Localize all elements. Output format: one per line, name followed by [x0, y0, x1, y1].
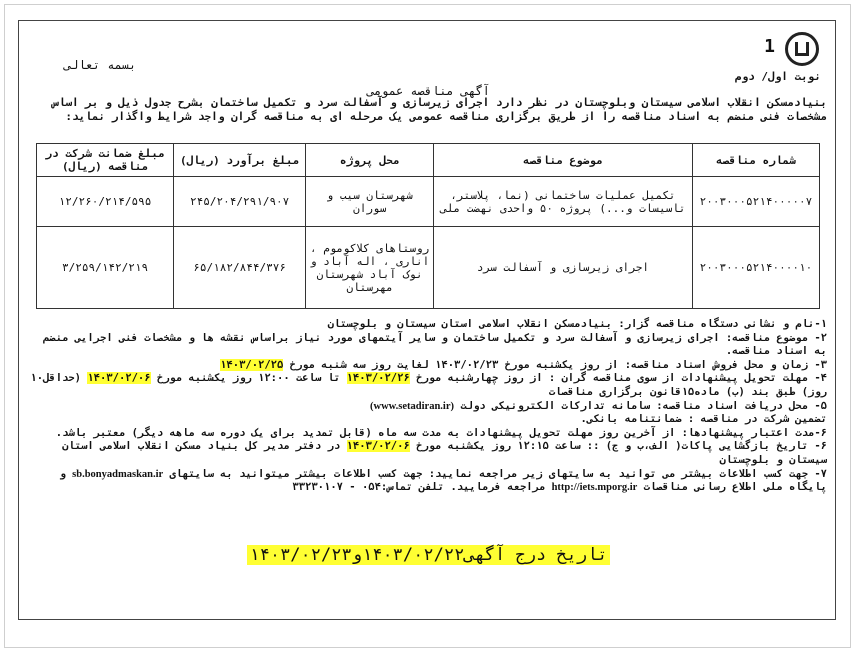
- bonyad-maskan-logo-icon: [785, 32, 819, 66]
- condition-subject: ۲- موضوع مناقصه: اجرای زیرسازی و آسفالت سرد و تکمیل ساختمان و سایر آیتمهای مورد نیاز براساس نقشه ها و مشخصات فنی اجرایی منضم به اسناد مناقصه.: [43, 331, 827, 358]
- besmeh-heading: بسمه تعالی: [64, 58, 137, 72]
- condition-organizer: ۱-نام و نشانی دستگاه مناقصه گزار: بنیادمسکن انقلاب اسلامی استان سیستان و بلوچستان: [327, 318, 827, 330]
- condition-guarantee: تضمین شرکت در مناقصه : ضمانتنامه بانکی.: [580, 413, 827, 426]
- deadline-post-text: (حداقل۱۰ روز) طبق بند (ب) ماده۱۵قانون برگزاری مناقصات: [30, 372, 827, 398]
- condition-submission-deadline: [28, 372, 827, 399]
- cell-estimated-amount: ۲۴۵/۲۰۴/۲۹۱/۹۰۷: [174, 177, 306, 227]
- cell-project-location: شهرستان سیب و سوران: [306, 177, 434, 227]
- condition-validity: ۶-مدت اعتبار پیشنهادها: از آخرین روز مهلت تحویل پیشنهادات به مدت سه ماه (قابل تمدید برای یک دوره سه ماهه دیگر) معتبر باشد.: [55, 426, 827, 439]
- opening-text: ۶- تاریخ بازگشایی پاکات( الف،ب و ج) :: ساعت ۱۲:۱۵ روز یکشنبه مورخ: [409, 440, 827, 453]
- condition-sale-period: [28, 359, 827, 373]
- cell-guarantee-amount: ۳/۲۵۹/۱۴۲/۲۱۹: [37, 227, 174, 309]
- sale-end-date: ۱۴۰۳/۰۲/۲۵: [220, 358, 284, 371]
- header-tender-number: شماره مناقصه: [692, 144, 819, 177]
- deadline-mid-text: تا ساعت ۱۲:۰۰ روز یکشنبه مورخ: [150, 372, 347, 385]
- intro-paragraph: بنیادمسکن انقلاب اسلامی سیستان وبلوچستان در نظر دارد اجرای زیرسازی و آسفالت سرد و تکمیل ساختمان بشرح جدول ذیل و بر اساس مشخصات فنی منضم به اسناد مناقصه را از طریق برگزاری مناقصه عمومی یک مرحله ای به مناقصه گران واجد شرایط واگذار نماید:: [52, 96, 827, 123]
- logo-mark: 1: [764, 36, 775, 57]
- conditions-list: [28, 318, 827, 495]
- cell-estimated-amount: ۶۵/۱۸۲/۸۴۴/۳۷۶: [174, 227, 306, 309]
- header-tender-subject: موضوع مناقصه: [434, 144, 693, 177]
- sale-period-text: ۳- زمان و محل فروش اسناد مناقصه: از روز یکشنبه مورخ ۱۴۰۳/۰۲/۲۳ لغایت روز سه شنبه مورخ: [283, 358, 827, 371]
- table-header-row: [37, 144, 820, 177]
- cell-tender-subject: تکمیل عملیات ساختمانی (نما، پلاستر، تاسیسات و...) پروژه ۵۰ واحدی نهضت ملی: [434, 177, 693, 227]
- deadline-start-date: ۱۴۰۳/۰۲/۲۶: [346, 372, 410, 385]
- condition-opening: [28, 440, 827, 467]
- info-text: ۷- جهت کسب اطلاعات بیشتر می توانید به سایتهای زیر مراجعه نمایید: جهت کسب اطلاعات بیشتر میتوانید به سایتهای: [163, 467, 827, 480]
- header-estimated-amount: مبلغ برآورد (ریال): [174, 144, 306, 177]
- publication-round: نوبت اول/ دوم: [734, 70, 821, 83]
- notice-title: آگهی مناقصه عمومی: [367, 84, 490, 98]
- deadline-text: ۴- مهلت تحویل پیشنهادات از سوی مناقصه گران : از روز چهارشنبه مورخ: [409, 372, 827, 385]
- info-post-text: مراجعه فرمایید. تلفن تماس:۰۵۴ - ۳۳۲۳۰۱۰۷: [292, 481, 552, 494]
- cell-guarantee-amount: ۱۲/۲۶۰/۲۱۴/۵۹۵: [37, 177, 174, 227]
- documents-source-text: ۵- محل دریافت اسناد مناقصه: سامانه تدارکات الکترونیکی دولت: [460, 399, 827, 412]
- opening-post-text: در دفتر مدیر کل بنیاد مسکن انقلاب اسلامی استان سیستان و بلوچستان: [62, 440, 827, 466]
- publication-date-line: [0, 545, 857, 565]
- iets-site-link[interactable]: http://iets.mporg.ir: [551, 482, 638, 494]
- header-project-location: محل پروژه: [306, 144, 434, 177]
- setadiran-link[interactable]: (www.setadiran.ir): [370, 400, 455, 412]
- cell-tender-number: ۲۰۰۳۰۰۰۵۲۱۴۰۰۰۰۰۷: [692, 177, 819, 227]
- publication-dates: تاریخ درج آگهی۱۴۰۳/۰۲/۲۲و۱۴۰۳/۰۲/۲۳: [249, 545, 608, 565]
- table-row: [37, 227, 820, 309]
- info-mid-text: و پایگاه ملی اطلاع رسانی مناقصات: [59, 467, 827, 494]
- header-guarantee-amount: مبلغ ضمانت شرکت در مناقصه (ریال): [37, 144, 174, 177]
- condition-info: [28, 468, 827, 495]
- cell-project-location: روستاهای کلاکوموم ، اناری ، اله آباد و نوک آباد شهرستان مهرستان: [306, 227, 434, 309]
- bonyad-site-link[interactable]: sb.bonyadmaskan.ir: [72, 468, 164, 480]
- opening-date: ۱۴۰۳/۰۲/۰۶: [346, 440, 410, 453]
- table-row: [37, 177, 820, 227]
- cell-tender-number: ۲۰۰۳۰۰۰۵۲۱۴۰۰۰۰۱۰: [692, 227, 819, 309]
- condition-documents-source: [28, 400, 827, 414]
- cell-tender-subject: اجرای زیرسازی و آسفالت سرد: [434, 227, 693, 309]
- deadline-end-date: ۱۴۰۳/۰۲/۰۶: [87, 372, 151, 385]
- tender-table: [36, 143, 820, 309]
